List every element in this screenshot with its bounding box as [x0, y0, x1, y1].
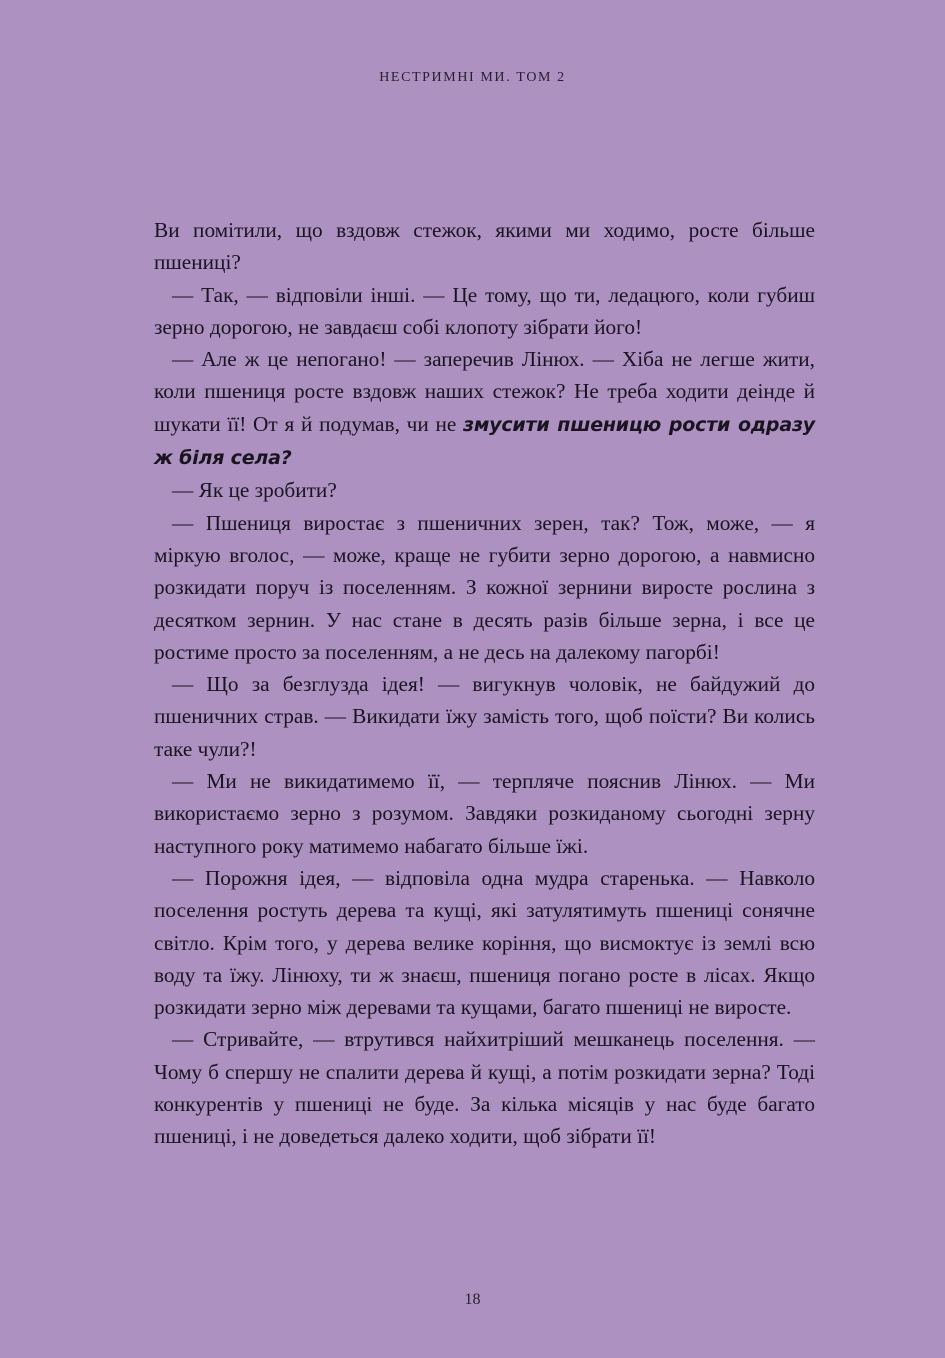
- page-number: 18: [464, 1291, 481, 1308]
- paragraph-4: — Як це зробити?: [172, 478, 337, 503]
- paragraph-2: — Так, — відповіли інші. — Це тому, що ти, ледацюго, коли губиш зерно дорогою, не завдаєш собі клопоту зібрати його!: [154, 282, 815, 339]
- paragraph-1: Ви помітили, що вздовж стежок, якими ми ходимо, росте більше пшениці?: [154, 218, 815, 275]
- paragraph-7: — Ми не викидатимемо її, — терпляче пояснив Лінюх. — Ми використаємо зерно з розумом. Завдяки розкиданому сьогодні зерну наступного року матимемо набагато більше їжі.: [154, 769, 815, 858]
- paragraph-6: — Що за безглузда ідея! — вигукнув чоловік, не байдужий до пшеничних страв. — Викидати їжу замість того, щоб поїсти? Ви колись таке чули?!: [154, 672, 815, 761]
- handwritten-highlight: змусити пшеницю рости одразу ж біля села?: [154, 413, 815, 470]
- paragraph-3-text: — Але ж це непогано! — заперечив Лінюх. — Хіба не легше жити, коли пшениця росте вздовж наших стежок? Не треба ходити деінде й шукати її! От я й подумав, чи не: [154, 347, 815, 436]
- paragraph-3: [154, 343, 815, 474]
- paragraph-5: — Пшениця виростає з пшеничних зерен, так? Тож, може, — я міркую вголос, — може, краще не губити зерно дорогою, а навмисно розкидати поруч із поселенням. З кожної зернини виросте рослина з десятком зернин. У нас стане в десять разів більше зерна, і все це ростиме просто за поселенням, а не десь на далекому пагорбі!: [154, 510, 815, 664]
- main-text: [154, 214, 815, 1153]
- paragraph-8: — Порожня ідея, — відповіла одна мудра старенька. — Навколо поселення ростуть дерева та кущі, які затулятимуть пшениці сонячне світло. Крім того, у дерева велике коріння, що висмоктує із землі всю воду та їжу. Лінюху, ти ж знаєш, пшениця погано росте в лісах. Якщо розкидати зерно між деревами та кущами, багато пшениці не виросте.: [154, 865, 815, 1020]
- paragraph-9: — Стривайте, — втрутився найхитріший мешканець поселення. — Чому б спершу не спалити дерева й кущі, а потім розкидати зерна? Тоді конкурентів у пшениці не буде. За кілька місяців у нас буде багато пшениці, і не доведеться далеко ходити, щоб зібрати її!: [154, 1027, 815, 1149]
- running-title: НЕСТРИМНІ МИ. ТОМ 2: [379, 70, 566, 85]
